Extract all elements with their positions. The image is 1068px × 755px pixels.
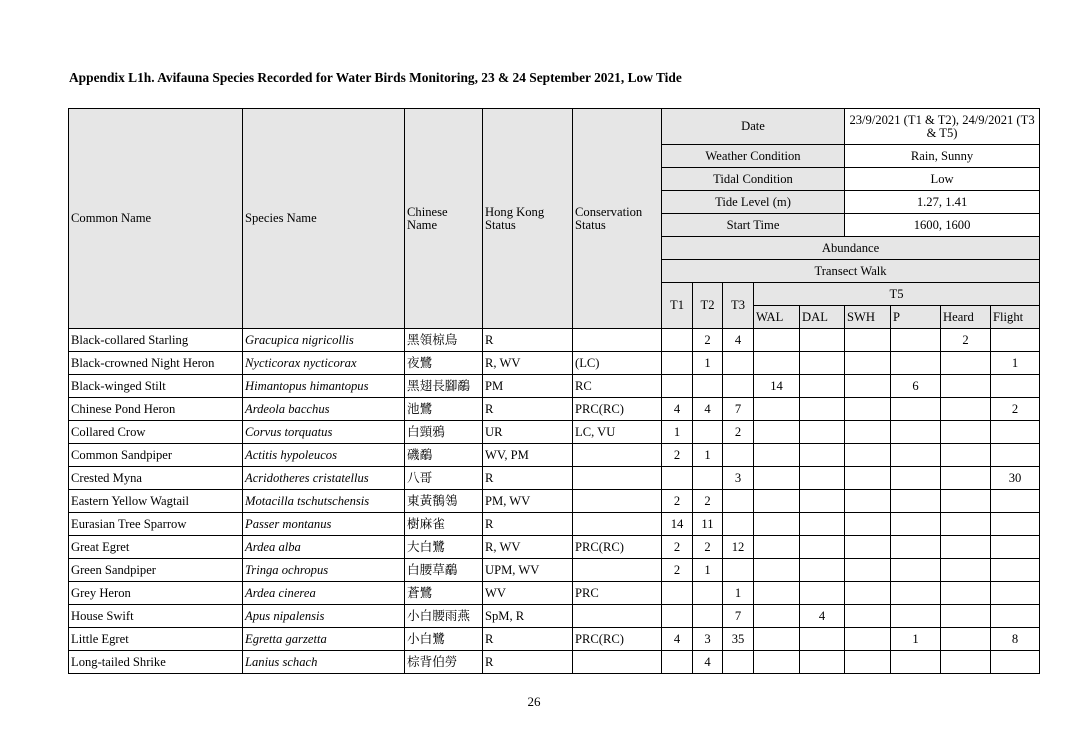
- heard-count-cell: [941, 352, 991, 375]
- table-row: [69, 628, 1040, 651]
- dal-count-cell: [800, 628, 845, 651]
- t3-count-cell: [723, 651, 754, 674]
- species-name-cell: Lanius schach: [243, 651, 405, 674]
- wal-count-cell: [754, 421, 800, 444]
- t1-count-cell: 2: [662, 559, 693, 582]
- t1-count-cell: 2: [662, 490, 693, 513]
- species-name-cell: Ardea alba: [243, 536, 405, 559]
- header-t3: T3: [723, 283, 754, 329]
- header-swh: SWH: [845, 306, 891, 329]
- chinese-name-cell: 小白鷺: [405, 628, 483, 651]
- common-name-cell: Black-collared Starling: [69, 329, 243, 352]
- species-name-cell: Gracupica nigricollis: [243, 329, 405, 352]
- p-count-cell: [891, 582, 941, 605]
- wal-count-cell: [754, 444, 800, 467]
- t3-count-cell: 2: [723, 421, 754, 444]
- table-row: [69, 490, 1040, 513]
- p-count-cell: [891, 605, 941, 628]
- header-heard: Heard: [941, 306, 991, 329]
- header-species-name: Species Name: [243, 109, 405, 329]
- t2-count-cell: 1: [693, 352, 723, 375]
- wal-count-cell: [754, 651, 800, 674]
- t2-count-cell: 2: [693, 536, 723, 559]
- conservation-status-cell: RC: [573, 375, 662, 398]
- dal-count-cell: [800, 559, 845, 582]
- wal-count-cell: [754, 352, 800, 375]
- dal-count-cell: [800, 467, 845, 490]
- dal-count-cell: [800, 582, 845, 605]
- common-name-cell: Long-tailed Shrike: [69, 651, 243, 674]
- p-count-cell: [891, 329, 941, 352]
- conservation-status-cell: PRC(RC): [573, 536, 662, 559]
- species-name-cell: Actitis hypoleucos: [243, 444, 405, 467]
- table-row: [69, 444, 1040, 467]
- flight-count-cell: 8: [991, 628, 1040, 651]
- flight-count-cell: [991, 490, 1040, 513]
- heard-count-cell: [941, 536, 991, 559]
- conservation-status-cell: [573, 651, 662, 674]
- heard-count-cell: [941, 605, 991, 628]
- dal-count-cell: [800, 490, 845, 513]
- heard-count-cell: [941, 467, 991, 490]
- t2-count-cell: 1: [693, 444, 723, 467]
- common-name-cell: Chinese Pond Heron: [69, 398, 243, 421]
- common-name-cell: Collared Crow: [69, 421, 243, 444]
- t3-count-cell: 3: [723, 467, 754, 490]
- chinese-name-cell: 白頸鴉: [405, 421, 483, 444]
- heard-count-cell: [941, 398, 991, 421]
- conservation-status-cell: LC, VU: [573, 421, 662, 444]
- t2-count-cell: 3: [693, 628, 723, 651]
- wal-count-cell: [754, 582, 800, 605]
- common-name-cell: Black-crowned Night Heron: [69, 352, 243, 375]
- dal-count-cell: [800, 444, 845, 467]
- p-count-cell: [891, 559, 941, 582]
- heard-count-cell: [941, 559, 991, 582]
- chinese-name-cell: 夜鷺: [405, 352, 483, 375]
- header-t2: T2: [693, 283, 723, 329]
- dal-count-cell: [800, 651, 845, 674]
- hk-status-cell: SpM, R: [483, 605, 573, 628]
- header-tide-level-value: 1.27, 1.41: [845, 191, 1040, 214]
- t3-count-cell: [723, 444, 754, 467]
- chinese-name-cell: 池鷺: [405, 398, 483, 421]
- species-name-cell: Tringa ochropus: [243, 559, 405, 582]
- hk-status-cell: UPM, WV: [483, 559, 573, 582]
- t2-count-cell: 4: [693, 651, 723, 674]
- flight-count-cell: [991, 444, 1040, 467]
- header-date-value: 23/9/2021 (T1 & T2), 24/9/2021 (T3 & T5): [845, 109, 1040, 145]
- t2-count-cell: 1: [693, 559, 723, 582]
- t3-count-cell: 35: [723, 628, 754, 651]
- t3-count-cell: 12: [723, 536, 754, 559]
- conservation-status-cell: [573, 605, 662, 628]
- species-name-cell: Egretta garzetta: [243, 628, 405, 651]
- t3-count-cell: [723, 375, 754, 398]
- dal-count-cell: [800, 536, 845, 559]
- t2-count-cell: [693, 467, 723, 490]
- heard-count-cell: [941, 375, 991, 398]
- conservation-status-cell: [573, 329, 662, 352]
- header-t1: T1: [662, 283, 693, 329]
- species-name-cell: Passer montanus: [243, 513, 405, 536]
- hk-status-cell: PM: [483, 375, 573, 398]
- p-count-cell: [891, 513, 941, 536]
- t2-count-cell: [693, 605, 723, 628]
- heard-count-cell: [941, 421, 991, 444]
- swh-count-cell: [845, 513, 891, 536]
- hk-status-cell: R, WV: [483, 352, 573, 375]
- species-name-cell: Acridotheres cristatellus: [243, 467, 405, 490]
- table-row: [69, 375, 1040, 398]
- p-count-cell: [891, 467, 941, 490]
- heard-count-cell: [941, 628, 991, 651]
- swh-count-cell: [845, 375, 891, 398]
- hk-status-cell: WV: [483, 582, 573, 605]
- common-name-cell: Black-winged Stilt: [69, 375, 243, 398]
- wal-count-cell: [754, 490, 800, 513]
- conservation-status-cell: [573, 559, 662, 582]
- hk-status-cell: PM, WV: [483, 490, 573, 513]
- chinese-name-cell: 黑翅長腳鷸: [405, 375, 483, 398]
- flight-count-cell: 2: [991, 398, 1040, 421]
- flight-count-cell: [991, 559, 1040, 582]
- common-name-cell: Green Sandpiper: [69, 559, 243, 582]
- wal-count-cell: [754, 559, 800, 582]
- chinese-name-cell: 蒼鷺: [405, 582, 483, 605]
- t1-count-cell: [662, 467, 693, 490]
- t2-count-cell: [693, 375, 723, 398]
- hk-status-cell: R: [483, 467, 573, 490]
- page-number: 26: [527, 694, 541, 709]
- header-chinese-name: Chinese Name: [405, 109, 483, 329]
- common-name-cell: House Swift: [69, 605, 243, 628]
- t1-count-cell: 1: [662, 421, 693, 444]
- header-tidal-value: Low: [845, 168, 1040, 191]
- chinese-name-cell: 大白鷺: [405, 536, 483, 559]
- heard-count-cell: [941, 513, 991, 536]
- wal-count-cell: [754, 398, 800, 421]
- t1-count-cell: [662, 582, 693, 605]
- swh-count-cell: [845, 352, 891, 375]
- p-count-cell: 1: [891, 628, 941, 651]
- chinese-name-cell: 小白腰雨燕: [405, 605, 483, 628]
- table-row: [69, 398, 1040, 421]
- swh-count-cell: [845, 559, 891, 582]
- table-row: [69, 559, 1040, 582]
- swh-count-cell: [845, 651, 891, 674]
- t2-count-cell: 4: [693, 398, 723, 421]
- conservation-status-cell: PRC(RC): [573, 628, 662, 651]
- header-start-time-value: 1600, 1600: [845, 214, 1040, 237]
- flight-count-cell: [991, 513, 1040, 536]
- t1-count-cell: 2: [662, 444, 693, 467]
- p-count-cell: [891, 536, 941, 559]
- heard-count-cell: 2: [941, 329, 991, 352]
- heard-count-cell: [941, 444, 991, 467]
- t3-count-cell: 7: [723, 605, 754, 628]
- hk-status-cell: WV, PM: [483, 444, 573, 467]
- flight-count-cell: 30: [991, 467, 1040, 490]
- header-hk-status: Hong Kong Status: [483, 109, 573, 329]
- swh-count-cell: [845, 444, 891, 467]
- wal-count-cell: 14: [754, 375, 800, 398]
- hk-status-cell: R: [483, 513, 573, 536]
- wal-count-cell: [754, 536, 800, 559]
- hk-status-cell: R: [483, 651, 573, 674]
- chinese-name-cell: 八哥: [405, 467, 483, 490]
- header-tide-level-label: Tide Level (m): [662, 191, 845, 214]
- t1-count-cell: 14: [662, 513, 693, 536]
- common-name-cell: Grey Heron: [69, 582, 243, 605]
- t3-count-cell: [723, 559, 754, 582]
- species-name-cell: Himantopus himantopus: [243, 375, 405, 398]
- dal-count-cell: [800, 513, 845, 536]
- swh-count-cell: [845, 582, 891, 605]
- header-conservation-status: Conservation Status: [573, 109, 662, 329]
- p-count-cell: [891, 421, 941, 444]
- table-row: [69, 536, 1040, 559]
- conservation-status-cell: [573, 513, 662, 536]
- dal-count-cell: [800, 352, 845, 375]
- dal-count-cell: [800, 421, 845, 444]
- flight-count-cell: [991, 536, 1040, 559]
- hk-status-cell: R: [483, 628, 573, 651]
- common-name-cell: Great Egret: [69, 536, 243, 559]
- table-row: [69, 605, 1040, 628]
- header-date-label: Date: [662, 109, 845, 145]
- header-weather-value: Rain, Sunny: [845, 145, 1040, 168]
- table-row: [69, 651, 1040, 674]
- chinese-name-cell: 黑領椋鳥: [405, 329, 483, 352]
- t1-count-cell: 4: [662, 398, 693, 421]
- chinese-name-cell: 棕背伯勞: [405, 651, 483, 674]
- common-name-cell: Eurasian Tree Sparrow: [69, 513, 243, 536]
- heard-count-cell: [941, 582, 991, 605]
- header-start-time-label: Start Time: [662, 214, 845, 237]
- t2-count-cell: 11: [693, 513, 723, 536]
- t3-count-cell: [723, 513, 754, 536]
- p-count-cell: 6: [891, 375, 941, 398]
- dal-count-cell: [800, 375, 845, 398]
- flight-count-cell: [991, 651, 1040, 674]
- conservation-status-cell: PRC: [573, 582, 662, 605]
- header-p: P: [891, 306, 941, 329]
- flight-count-cell: 1: [991, 352, 1040, 375]
- table-row: [69, 582, 1040, 605]
- t1-count-cell: [662, 651, 693, 674]
- table-row: [69, 467, 1040, 490]
- species-name-cell: Corvus torquatus: [243, 421, 405, 444]
- header-abundance: Abundance: [662, 237, 1040, 260]
- table-row: [69, 421, 1040, 444]
- table-row: [69, 352, 1040, 375]
- wal-count-cell: [754, 329, 800, 352]
- swh-count-cell: [845, 421, 891, 444]
- species-name-cell: Ardea cinerea: [243, 582, 405, 605]
- hk-status-cell: R, WV: [483, 536, 573, 559]
- conservation-status-cell: PRC(RC): [573, 398, 662, 421]
- t2-count-cell: 2: [693, 329, 723, 352]
- dal-count-cell: [800, 398, 845, 421]
- wal-count-cell: [754, 605, 800, 628]
- hk-status-cell: R: [483, 398, 573, 421]
- species-name-cell: Nycticorax nycticorax: [243, 352, 405, 375]
- header-dal: DAL: [800, 306, 845, 329]
- t3-count-cell: [723, 352, 754, 375]
- table-row: [69, 329, 1040, 352]
- hk-status-cell: UR: [483, 421, 573, 444]
- swh-count-cell: [845, 536, 891, 559]
- conservation-status-cell: [573, 490, 662, 513]
- chinese-name-cell: 磯鷸: [405, 444, 483, 467]
- flight-count-cell: [991, 329, 1040, 352]
- conservation-status-cell: [573, 444, 662, 467]
- chinese-name-cell: 白腰草鷸: [405, 559, 483, 582]
- wal-count-cell: [754, 513, 800, 536]
- t3-count-cell: 1: [723, 582, 754, 605]
- wal-count-cell: [754, 467, 800, 490]
- species-name-cell: Motacilla tschutschensis: [243, 490, 405, 513]
- p-count-cell: [891, 398, 941, 421]
- conservation-status-cell: [573, 467, 662, 490]
- t3-count-cell: 4: [723, 329, 754, 352]
- swh-count-cell: [845, 467, 891, 490]
- common-name-cell: Eastern Yellow Wagtail: [69, 490, 243, 513]
- p-count-cell: [891, 490, 941, 513]
- common-name-cell: Crested Myna: [69, 467, 243, 490]
- heard-count-cell: [941, 490, 991, 513]
- common-name-cell: Little Egret: [69, 628, 243, 651]
- conservation-status-cell: (LC): [573, 352, 662, 375]
- chinese-name-cell: 樹麻雀: [405, 513, 483, 536]
- common-name-cell: Common Sandpiper: [69, 444, 243, 467]
- t2-count-cell: [693, 421, 723, 444]
- flight-count-cell: [991, 375, 1040, 398]
- swh-count-cell: [845, 490, 891, 513]
- swh-count-cell: [845, 329, 891, 352]
- header-transect-walk: Transect Walk: [662, 260, 1040, 283]
- flight-count-cell: [991, 605, 1040, 628]
- swh-count-cell: [845, 605, 891, 628]
- t1-count-cell: [662, 375, 693, 398]
- p-count-cell: [891, 444, 941, 467]
- header-wal: WAL: [754, 306, 800, 329]
- species-name-cell: Ardeola bacchus: [243, 398, 405, 421]
- header-flight: Flight: [991, 306, 1040, 329]
- swh-count-cell: [845, 398, 891, 421]
- swh-count-cell: [845, 628, 891, 651]
- chinese-name-cell: 東黃鶺鴒: [405, 490, 483, 513]
- t1-count-cell: 2: [662, 536, 693, 559]
- p-count-cell: [891, 352, 941, 375]
- header-weather-label: Weather Condition: [662, 145, 845, 168]
- t2-count-cell: 2: [693, 490, 723, 513]
- wal-count-cell: [754, 628, 800, 651]
- flight-count-cell: [991, 421, 1040, 444]
- page-title: Appendix L1h. Avifauna Species Recorded for Water Birds Monitoring, 23 & 24 September 2021, Low Tide: [69, 70, 682, 85]
- t1-count-cell: [662, 605, 693, 628]
- species-name-cell: Apus nipalensis: [243, 605, 405, 628]
- t1-count-cell: [662, 329, 693, 352]
- header-common-name: Common Name: [69, 109, 243, 329]
- heard-count-cell: [941, 651, 991, 674]
- table-row: [69, 513, 1040, 536]
- p-count-cell: [891, 651, 941, 674]
- hk-status-cell: R: [483, 329, 573, 352]
- t3-count-cell: [723, 490, 754, 513]
- dal-count-cell: [800, 329, 845, 352]
- flight-count-cell: [991, 582, 1040, 605]
- dal-count-cell: 4: [800, 605, 845, 628]
- t1-count-cell: [662, 352, 693, 375]
- t3-count-cell: 7: [723, 398, 754, 421]
- species-table: [68, 108, 1040, 674]
- header-tidal-label: Tidal Condition: [662, 168, 845, 191]
- t2-count-cell: [693, 582, 723, 605]
- header-t5: T5: [754, 283, 1040, 306]
- t1-count-cell: 4: [662, 628, 693, 651]
